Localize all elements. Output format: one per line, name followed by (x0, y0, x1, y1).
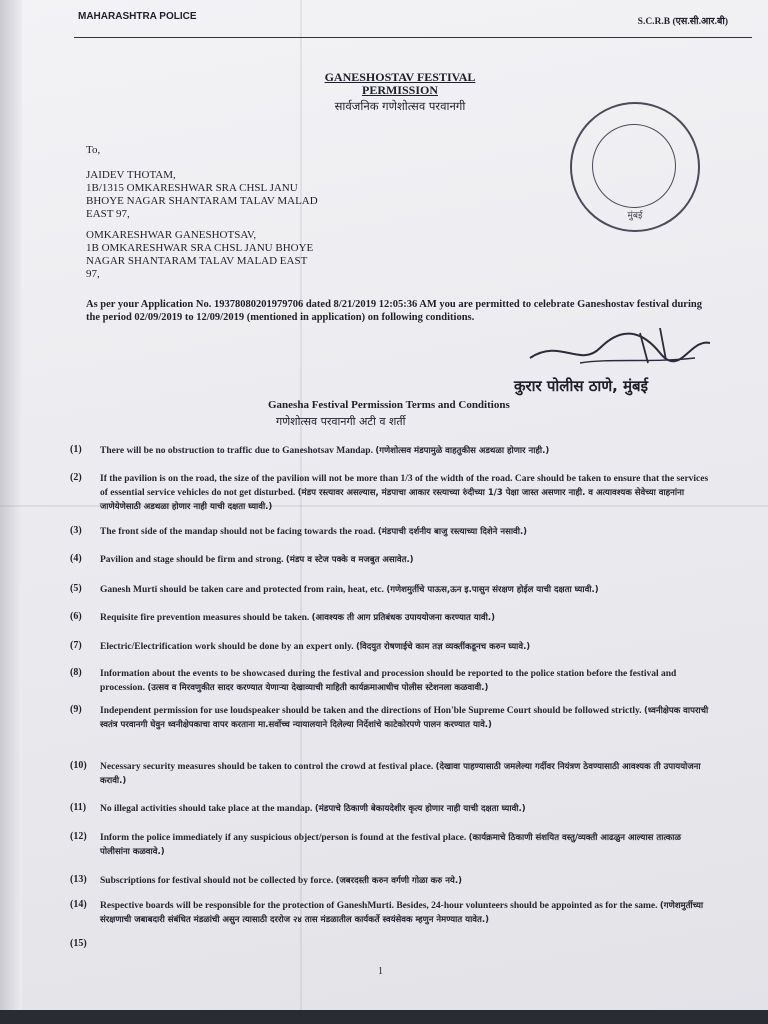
term-number: (3) (70, 525, 82, 536)
address-line: JAIDEV THOTAM, (86, 169, 176, 181)
doc-title-marathi: सार्वजनिक गणेशोत्सव परवानगी (334, 99, 466, 113)
terms-title: Ganesha Festival Permission Terms and Conditions (268, 399, 510, 411)
term-text: No illegal activities should take place at the mandap. (मंडपाचे ठिकाणी बेकायदेशीर कृत्य होणार नाही याची दक्षता घ्यावी.) (100, 804, 526, 814)
address-line: OMKARESHWAR GANESHOTSAV, (86, 229, 257, 241)
term-number: (2) (70, 472, 82, 483)
term-number: (15) (70, 938, 87, 949)
seal-text: मुंबई (627, 211, 643, 221)
address-line: 1B/1315 OMKARESHWAR SRA CHSL JANU (86, 182, 298, 194)
page-number: 1 (378, 966, 383, 977)
address-line: 97, (86, 268, 100, 280)
to-label: To, (86, 144, 101, 156)
term-number: (8) (70, 667, 82, 678)
term-number: (12) (70, 831, 87, 842)
term-number: (4) (70, 553, 82, 564)
address-line: 1B OMKARESHWAR SRA CHSL JANU BHOYE (86, 242, 314, 254)
term-number: (11) (70, 802, 87, 813)
addressee-block (86, 169, 318, 221)
term-text: Subscriptions for festival should not be collected by force. (जबरदस्ती करुन वर्गणी गोळा करु नये.) (100, 876, 462, 886)
term-number: (9) (70, 704, 82, 715)
term-text: The front side of the mandap should not be facing towards the road. (मंडपाची दर्शनीय बाजु रस्त्याच्या दिशेने नसावी.) (100, 527, 528, 537)
doc-title-line1: GANESHOSTAV FESTIVAL (324, 70, 476, 84)
term-number: (14) (70, 899, 87, 910)
term-number: (7) (70, 640, 82, 651)
term-number: (1) (70, 444, 82, 455)
page-edge (0, 0, 22, 1024)
header-code: S.C.R.B (एस.सी.आर.बी) (637, 17, 728, 27)
organizer-block (86, 229, 313, 281)
term-number: (10) (70, 760, 87, 771)
term-text: If the pavilion is on the road, the size of the pavilion will not be more than 1/3 of the width of the road. Care should be taken to ensure that the services of essential service vehicles do not get disturbed. (मंडप रस्त्यावर असल्यास, मंडपाचा आकार रस्त्याच्या रुंदीच्या 1/3 पेक्षा जास्त असणार नाही. व अत्यावश्यक सेवेच्या वाहनांना जाणेयेणेसाठी अडथळा होणार नाही याची दक्षता घ्यावी.) (100, 474, 709, 512)
term-text: Electric/Electrification work should be done by an expert only. (विदयुत रोषणाईचे काम तज्ञ व्यक्तींकडूनच करुन घ्यावे.) (100, 642, 531, 652)
term-number: (6) (70, 611, 82, 622)
term-text: Ganesh Murti should be taken care and protected from rain, heat, etc. (गणेशमुर्तीचे पाऊस,ऊन इ.पासुन संरक्षण होईल याची दक्षता घ्यावी.) (100, 585, 599, 595)
term-text: Independent permission for use loudspeaker should be taken and the directions of Hon'ble Supreme Court should be followed strictly. (ध्वनीक्षेपक वापराची स्वतंत्र परवानगी घेवुन ध्वनीक्षेपकाचा वापर करताना मा.सर्वोच्च न्यायालयाने दिलेल्या निर्देशांचे काटेकोरपणे पालन करण्यात यावे.) (100, 706, 709, 730)
address-line: NAGAR SHANTARAM TALAV MALAD EAST (86, 255, 308, 267)
header-rule (74, 37, 752, 38)
term-text: Necessary security measures should be taken to control the crowd at festival place. (देखावा पाहण्यासाठी जमलेल्या गर्दीवर नियंत्रण ठेवण्यासाठी आवश्यक ती उपाययोजना करावी.) (100, 762, 701, 786)
scan-edge (0, 1010, 768, 1024)
signature (520, 318, 720, 378)
official-seal (570, 102, 700, 232)
term-text: Inform the police immediately if any suspicious object/person is found at the festival place. (कार्यक्रमाचे ठिकाणी संशयित वस्तु/व्यक्ती आढळुन आल्यास तात्काळ पोलीसांना कळवावे.) (100, 833, 681, 857)
term-number: (13) (70, 874, 87, 885)
signature-designation: कुरार पोलीस ठाणे, मुंबई (514, 377, 648, 395)
term-text: Respective boards will be responsible for the protection of GaneshMurti. Besides, 24-hour volunteers should be appointed as for the same. (गणेशमुर्तीच्या संरक्षणाची जबाबदारी संबंधित मंडळांची असुन त्यासाठी दररोज २४ तास मंडळातील कार्यकर्ते स्वयंसेवक म्हणुन नेमण्यात यावेत.) (100, 901, 704, 925)
term-text: Information about the events to be showcased during the festival and procession should be reported to the police station before the festival and procession. (उत्सव व मिरवणुकीत सादर करण्यात येणाऱ्या देखाव्याची माहिती कार्यक्रमाआधीच पोलीस स्टेशनला कळवावी.) (100, 669, 677, 693)
term-text: There will be no obstruction to traffic due to Ganeshotsav Mandap. (गणेशोत्सव मंडपामुळे वाहतुकीस अडथळा होणार नाही.) (100, 446, 550, 456)
seal-emblem-icon (592, 124, 676, 208)
term-text: Requisite fire prevention measures should be taken. (आवश्यक ती आग प्रतिबंधक उपाययोजना करण्यात यावी.) (100, 613, 495, 623)
address-line: BHOYE NAGAR SHANTARAM TALAV MALAD (86, 195, 318, 207)
term-number: (5) (70, 583, 82, 594)
term-text: Pavilion and stage should be firm and strong. (मंडप व स्टेज पक्के व मजबुत असावेत.) (100, 555, 414, 565)
header-org: MAHARASHTRA POLICE (78, 11, 197, 22)
permission-intro: As per your Application No. 19378080201979706 dated 8/21/2019 12:05:36 AM you are permitted to celebrate Ganeshostav festival during the period 02/09/2019 to 12/09/2019 (mentioned in application) on following conditions. (86, 299, 702, 323)
terms-title-marathi: गणेशोत्सव परवानगी अटी व शर्ती (276, 415, 406, 428)
doc-title-line2: PERMISSION (361, 83, 438, 97)
address-line: EAST 97, (86, 208, 130, 220)
